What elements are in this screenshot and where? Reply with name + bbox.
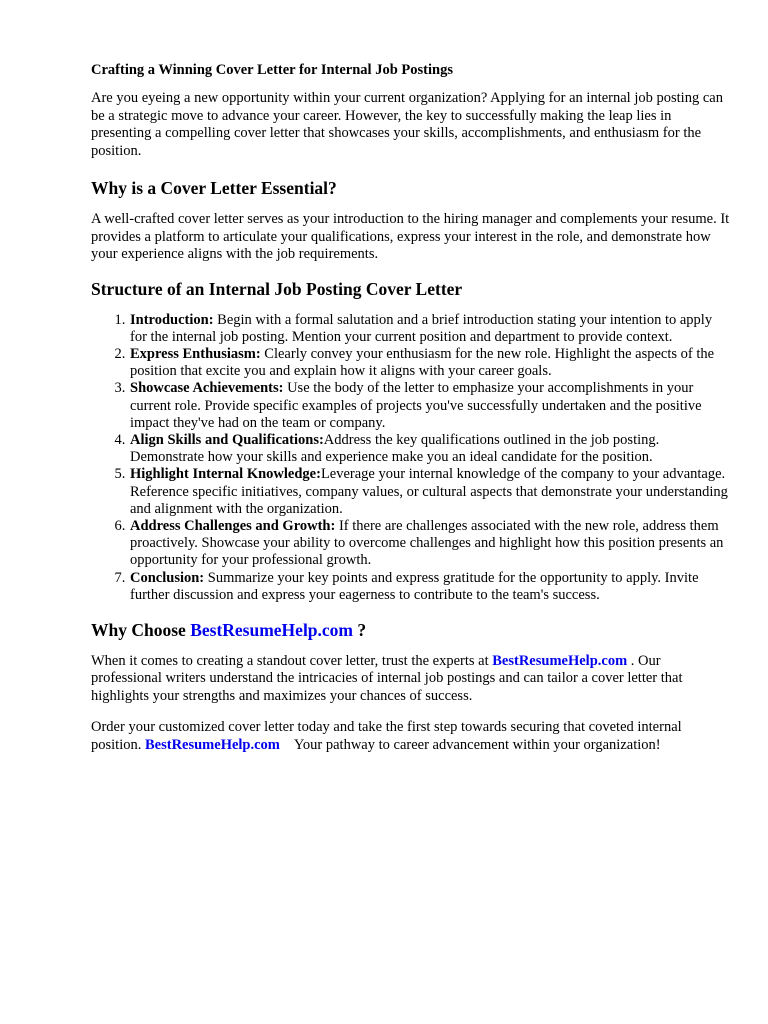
list-item-term: Align Skills and Qualifications:: [130, 431, 324, 448]
list-item-term: Conclusion:: [130, 569, 205, 586]
section-heading-why-choose: [91, 619, 731, 641]
list-item: [129, 466, 731, 518]
paragraph-text: When it comes to creating a standout cover letter, trust the experts at: [91, 652, 493, 669]
structure-list: [91, 312, 731, 604]
list-item-term: Showcase Achievements:: [130, 380, 284, 397]
list-item-text: Begin with a formal salutation and a brief introduction stating your intention to apply for the internal job posting. Mention your current position and department to provide context.: [130, 311, 713, 345]
document-title: Crafting a Winning Cover Letter for Internal Job Postings: [91, 62, 453, 78]
bestresumehelp-heading-link[interactable]: BestResumeHelp.com: [190, 619, 354, 640]
list-item-term: Introduction:: [130, 311, 214, 328]
paragraph-text: . Our professional writers understand the intricacies of internal job postings and can tailor a cover letter that highlights your strengths and maximizes your chances of success.: [91, 652, 683, 704]
list-item-text: Clearly convey your enthusiasm for the new role. Highlight the aspects of the position that excite you and explain how it aligns with your career goals.: [130, 345, 715, 380]
heading-suffix: ?: [353, 619, 367, 640]
section-heading-why-essential: Why is a Cover Letter Essential?: [91, 178, 337, 198]
paragraph-text: Your pathway to career advancement within your organization!: [293, 736, 661, 753]
list-item: [129, 518, 731, 570]
list-item-text: If there are challenges associated with the new role, address them proactively. Showcase your ability to overcome challenges and highlight how this position presents an opportunity for your professional growth.: [130, 517, 724, 569]
section-body-why-essential: A well-crafted cover letter serves as your introduction to the hiring manager and complements your resume. It provides a platform to articulate your qualifications, express your interest in the role, and demonstrate how your experience aligns with the job requirements.: [91, 211, 730, 262]
why-choose-paragraph: [91, 653, 731, 706]
list-item-term: Highlight Internal Knowledge:: [130, 466, 321, 483]
bestresumehelp-order-link[interactable]: BestResumeHelp.com: [144, 736, 280, 753]
list-item: [129, 432, 731, 466]
paragraph-text: Order your customized cover letter today and take the first step towards securing that coveted internal position.: [91, 719, 682, 753]
list-item: [129, 380, 731, 432]
section-heading-structure: Structure of an Internal Job Posting Cover Letter: [91, 278, 463, 299]
list-item-text: Use the body of the letter to emphasize your accomplishments in your current role. Provide specific examples of projects you've successfully undertaken and the positive impact they've had on the team or company.: [130, 380, 702, 431]
list-item-text: Address the key qualifications outlined in the job posting. Demonstrate how your skills and experience make you an ideal candidate for the position.: [130, 431, 660, 466]
list-item-text: Leverage your internal knowledge of the company to your advantage. Reference specific initiatives, company values, or cultural aspects that demonstrate your understanding and alignment with the organization.: [130, 466, 728, 517]
list-item: [129, 346, 731, 380]
list-item: [129, 570, 731, 604]
intro-paragraph: Are you eyeing a new opportunity within your current organization? Applying for an internal job posting can be a strategic move to advance your career. However, the key to successfully making the leap lies in presenting a compelling cover letter that showcases your skills, accomplishments, and enthusiasm for the position.: [91, 90, 723, 159]
list-item-text: Summarize your key points and express gratitude for the opportunity to apply. Invite further discussion and express your eagerness to contribute to the team's success.: [130, 569, 699, 603]
list-item-term: Address Challenges and Growth:: [130, 517, 336, 534]
list-item: [129, 312, 731, 346]
order-paragraph: [91, 719, 731, 754]
heading-prefix: Why Choose: [91, 619, 191, 640]
document-page: [91, 60, 731, 768]
bestresumehelp-inline-link[interactable]: BestResumeHelp.com: [492, 652, 628, 669]
list-item-term: Express Enthusiasm:: [130, 345, 261, 362]
